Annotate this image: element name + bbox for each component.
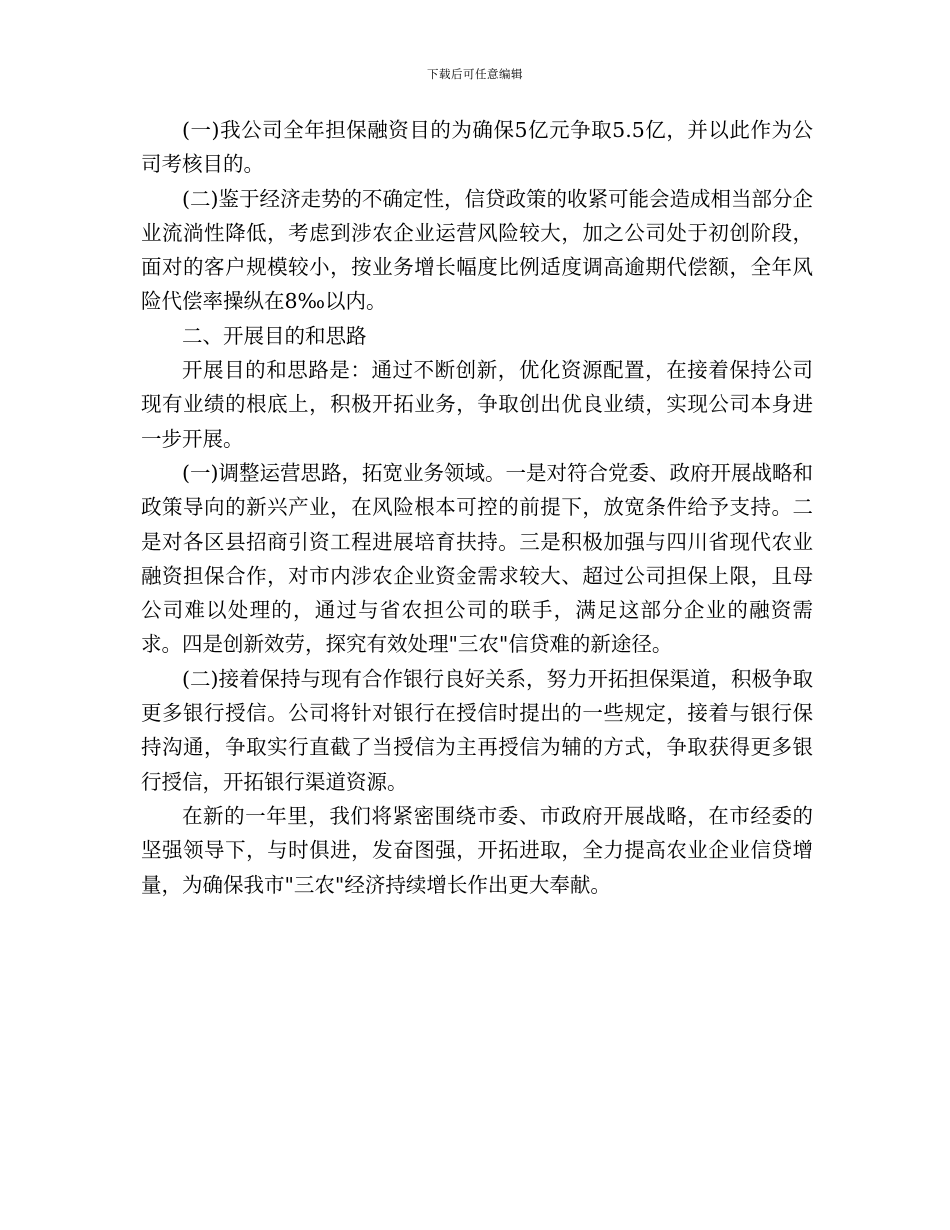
document-body	[141, 113, 813, 902]
paragraph-conclusion: 在新的一年里，我们将紧密围绕市委、市政府开展战略，在市经委的坚强领导下，与时俱进，发奋图强，开拓进取，全力提高农业企业信贷增量，为确保我市"三农"经济持续增长作出更大奉献。	[141, 803, 813, 897]
section-heading: 二、开展目的和思路	[182, 323, 367, 348]
paragraph-approach: 开展目的和思路是：通过不断创新，优化资源配置，在接着保持公司现有业绩的根底上，积极开拓业务，争取创出优良业绩，实现公司本身进一步开展。	[141, 358, 813, 451]
paragraph-goal-two: (二)鉴于经济走势的不确定性，信贷政策的收紧可能会造成相当部分企业流淌性降低，考虑到涉农企业运营风险较大，加之公司处于初创阶段，面对的客户规模较小，按业务增长幅度比例适度调高逾期代偿额，全年风险代偿率操纵在8‰以内。	[141, 186, 813, 314]
paragraph-strategy-one: (一)调整运营思路，拓宽业务领域。一是对符合党委、政府开展战略和政策导向的新兴产业，在风险根本可控的前提下，放宽条件给予支持。二是对各区县招商引资工程进展培育扶持。三是积极加强与四川省现代农业融资担保合作，对市内涉农企业资金需求较大、超过公司担保上限，且母公司难以处理的，通过与省农担公司的联手，满足这部分企业的融资需求。四是创新效劳，探究有效处理"三农"信贷难的新途径。	[141, 460, 813, 657]
header-note: 下载后可任意编辑	[427, 67, 523, 81]
paragraph-strategy-two: (二)接着保持与现有合作银行良好关系，努力开拓担保渠道，积极争取更多银行授信。公司将针对银行在授信时提出的一些规定，接着与银行保持沟通，争取实行直截了当授信为主再授信为辅的方式，争取获得更多银行授信，开拓银行渠道资源。	[141, 666, 813, 794]
paragraph-goal-one: (一)我公司全年担保融资目的为确保5亿元争取5.5亿，并以此作为公司考核目的。	[141, 118, 813, 177]
